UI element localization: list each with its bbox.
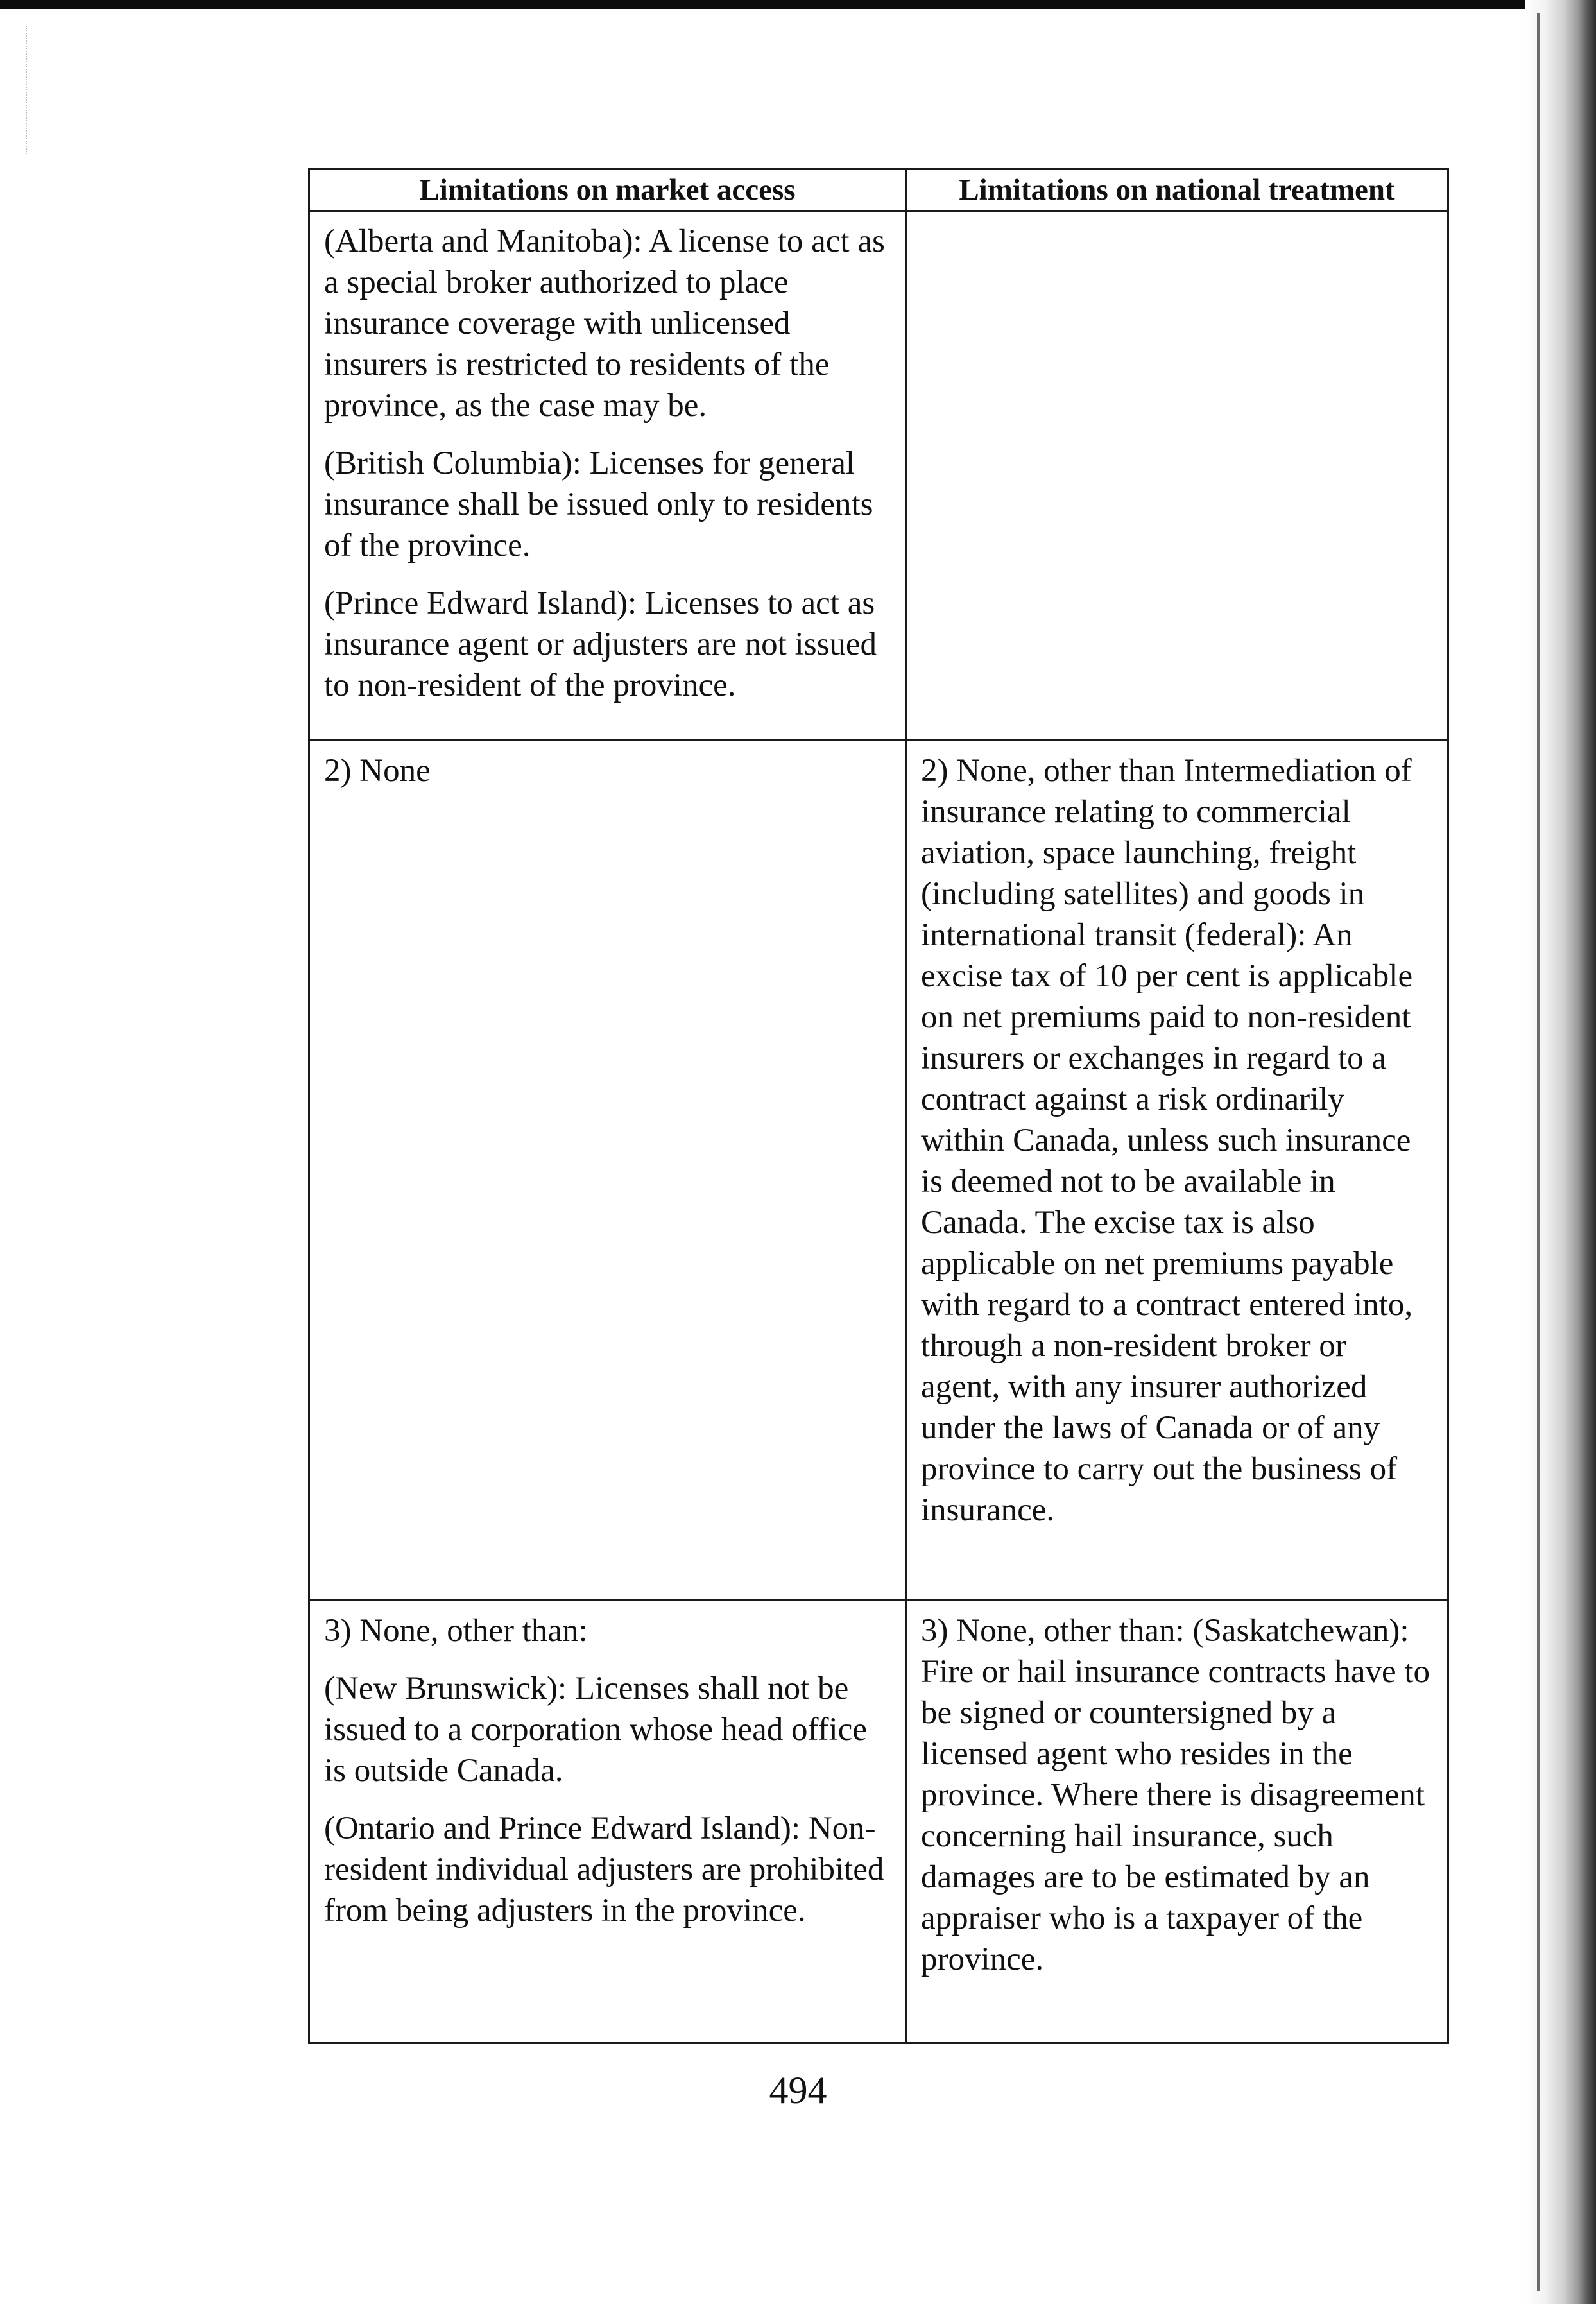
prince-edward-island-paragraph: (Prince Edward Island): Licenses to act as insurance agent or adjusters are not issued to non-resident of the province. xyxy=(324,585,877,703)
book-binding-edge xyxy=(1525,0,1596,2304)
table-header-row xyxy=(309,169,1448,211)
binding-shadow-line xyxy=(1537,13,1540,2291)
header-national-treatment: Limitations on national treatment xyxy=(906,169,1448,211)
new-brunswick-paragraph: (New Brunswick): Licenses shall not be issued to a corporation whose head office is outside Canada. xyxy=(324,1671,867,1789)
british-columbia-paragraph: (British Columbia): Licenses for general insurance shall be issued only to residents of the province. xyxy=(324,445,873,563)
alberta-manitoba-paragraph: (Alberta and Manitoba): A license to act as a special broker authorized to place insurance coverage with unlicensed insurers is restricted to residents of the province, as the case may be. xyxy=(324,223,885,424)
table-row xyxy=(309,741,1448,1601)
mode-2-national-treatment: 2) None, other than Intermediation of insurance relating to commercial aviation, space launching, freight (including satellites) and goods in international transit (federal): An excise tax of 10 per cent is applicable on net premiums paid to non-resident insurers or exchanges in regard to a contract against a risk ordinarily within Canada, unless such insurance is deemed not to be available in Canada. The excise tax is also applicable on net premiums payable with regard to a contract entered into, through a non-resident broker or agent, with any insurer authorized under the laws of Canada or of any province to carry out the business of insurance. xyxy=(921,753,1413,1528)
national-treatment-cell-empty xyxy=(906,211,1448,741)
table-row xyxy=(309,211,1448,741)
table-row xyxy=(309,1601,1448,2043)
national-treatment-cell xyxy=(906,1601,1448,2043)
scan-margin-specks xyxy=(26,26,40,154)
ontario-pei-paragraph: (Ontario and Prince Edward Island): Non-resident individual adjusters are prohibited from being adjusters in the province. xyxy=(324,1810,884,1929)
header-market-access: Limitations on market access xyxy=(309,169,906,211)
scan-top-edge xyxy=(0,0,1596,9)
limitations-table xyxy=(308,168,1449,2044)
mode-2-market-access: 2) None xyxy=(324,753,431,789)
market-access-cell xyxy=(309,1601,906,2043)
mode-3-intro: 3) None, other than: xyxy=(324,1613,588,1649)
market-access-cell xyxy=(309,741,906,1601)
mode-3-national-treatment: 3) None, other than: (Saskatchewan): Fire or hail insurance contracts have to be signed or countersigned by a licensed agent who resides in the province. Where there is disagreement concerning hail insurance, such damages are to be estimated by an appraiser who is a taxpayer of the province. xyxy=(921,1613,1430,1977)
market-access-cell xyxy=(309,211,906,741)
national-treatment-cell xyxy=(906,741,1448,1601)
page-number: 494 xyxy=(769,2069,827,2111)
